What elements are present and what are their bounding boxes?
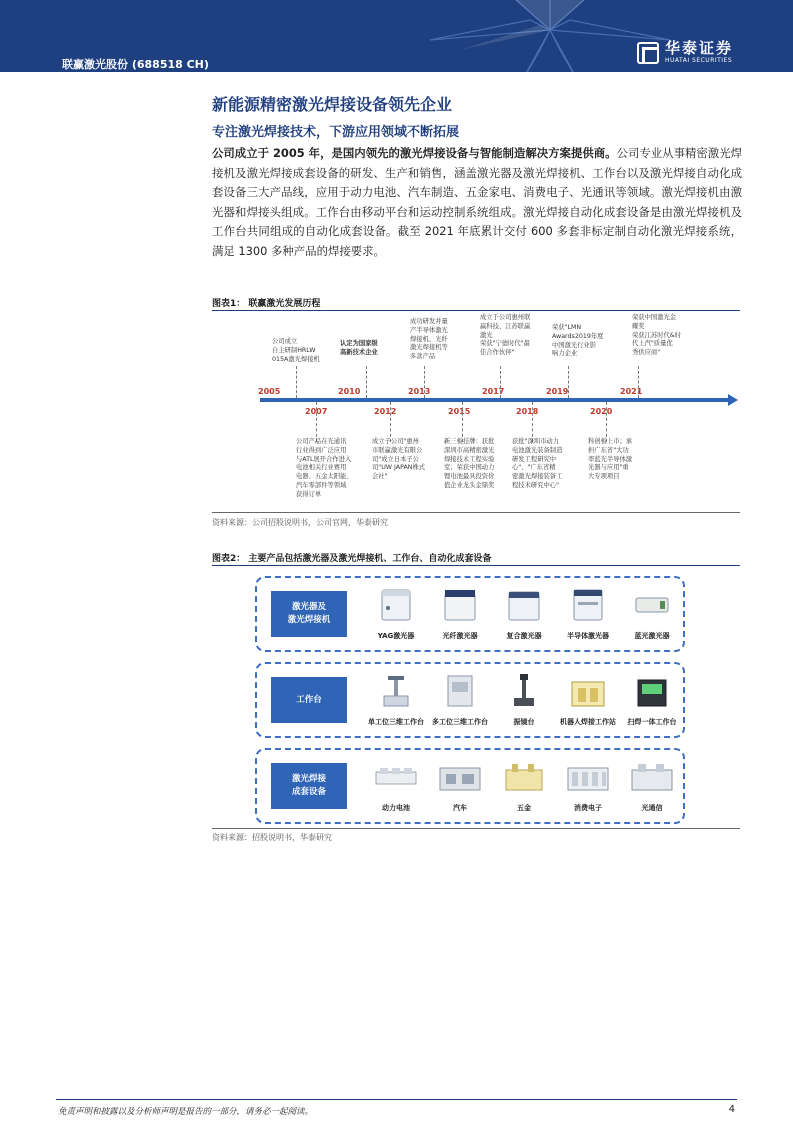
section-subtitle: 专注激光焊接技术，下游应用领域不断拓展 [212,125,460,140]
timeline-tick [366,366,367,398]
product-lines-diagram [255,576,685,816]
year-label: 2013 [408,387,431,396]
hardware-line-icon [502,756,546,796]
timeline-event: 科创板上市；承 担广东省"大功 率蓝光半导体激 光器与应用"重 大专项项目 [588,438,633,481]
product-caption: 蓝光激光器 [634,632,670,640]
timeline-tick [606,402,607,442]
blue-laser-icon [632,584,672,624]
product-row-workstations [255,662,685,738]
timeline-event: 成立于公司惠州联 赢科技、江苏联赢 激光 荣获"宁德时代"最 佳合作伙伴" [480,314,531,357]
product-caption: 单工位三维工作台 [368,718,424,726]
timeline-event: 成功研发并量 产半导体激光 焊接机、光纤 激光焊接机等 多款产品 [410,318,448,361]
year-label: 2012 [374,407,397,416]
hybrid-laser-icon [504,584,544,624]
product-caption: 汽车 [453,804,467,812]
semiconductor-laser-icon [568,584,608,624]
footer-disclaimer: 免责声明和披露以及分析师声明是报告的一部分，请务必一起阅读。 [58,1107,314,1117]
product-item [621,582,683,650]
product-item [621,754,683,822]
single-station-table-icon [376,670,416,710]
header-banner [0,0,793,72]
timeline-tick [462,402,463,442]
timeline-event: 荣获"LMN Awards2019年度 中国激光行业影 响力企业 [552,324,604,358]
product-caption: 半导体激光器 [567,632,609,640]
timeline-tick [532,402,533,442]
galvo-table-icon [504,670,544,710]
timeline-tick [424,366,425,398]
product-item [429,668,491,736]
product-caption: 动力电池 [382,804,410,812]
timeline-tick [500,366,501,398]
intro-rest: 公司专业从事精密激光焊接机及激光焊接成套设备的研发、生产和销售，涵盖激光器及激光焊接机、工作台以及激光焊接自动化成套设备三大产品线，应用于动力电池、汽车制造、五金家电、消费电子、光通讯等领域。激光焊接机由激光器和焊接头组成。工作台由移动平台和运动控制系统组成。激光焊接自动化成套设备是由激光焊接机及工作台共同组成的自动化成套设备。截至 2021 年底累计交付 600 多套非标定制自动化激光焊接系统，满足 1300 多种产品的焊接要求。 [212,146,742,258]
product-caption: 复合激光器 [506,632,542,640]
figure2-source: 资料来源：招股说明书，华泰研究 [212,833,332,842]
timeline-event: 公司产品在光通讯 行业得到广泛应用 与ATL展开合作进入 电池相关行业赛用 电器、五金太阳能、 汽车零部件等领域 获得订单 [296,438,353,498]
year-label: 2020 [590,407,613,416]
product-item [429,754,491,822]
product-item [365,668,427,736]
year-label: 2017 [482,387,505,396]
timeline-event: 公司成立 自主研制HRLW 015A激光焊接机 [272,338,320,363]
year-label: 2021 [620,387,643,396]
automotive-line-icon [438,756,482,796]
brand-name-en: HUATAI SECURITIES [664,57,733,64]
optical-communication-line-icon [630,756,674,796]
consumer-electronics-line-icon [566,756,610,796]
timeline-event: 获批"深圳市动力 电池激光装备制造 研发工程研究中 心"、"广东省精 密激光焊接装备工 程技术研究中心" [512,438,563,489]
timeline-event: 成立子公司"惠州 市联赢激光有限公 司"成立日本子公 司"UW JAPAN株式 会社" [372,438,426,481]
company-ticker: 联赢激光股份 (688518 CH) [62,58,209,71]
product-item [557,754,619,822]
figure1-source: 资料来源：公司招股说明书，公司官网，华泰研究 [212,518,388,527]
development-timeline [212,310,742,510]
brand-name-cn: 华泰证券 [664,39,733,57]
product-item [493,582,555,650]
scan-weld-table-icon [632,670,672,710]
product-item [621,668,683,736]
battery-line-icon [374,756,418,796]
year-label: 2010 [338,387,361,396]
intro-lead: 公司成立于 2005 年，是国内领先的激光焊接设备与智能制造解决方案提供商。 [212,146,617,160]
product-caption: 五金 [517,804,531,812]
product-caption: 光纤激光器 [442,632,478,640]
product-caption: 扫焊一体工作台 [627,718,677,726]
yag-laser-icon [376,584,416,624]
intro-paragraph [212,144,742,262]
product-caption: 消费电子 [574,804,602,812]
robot-workstation-icon [568,670,608,710]
figure1-caption: 图表1： 联赢激光发展历程 [212,299,321,309]
product-caption: 多工位三维工作台 [432,718,488,726]
year-label: 2015 [448,407,471,416]
timeline-tick [568,366,569,398]
product-caption: YAG激光器 [377,632,415,640]
product-row-automation [255,748,685,824]
timeline-tick [390,402,391,442]
row-label: 工作台 [271,677,347,723]
timeline-tick [316,402,317,442]
fiber-laser-icon [440,584,480,624]
timeline-event: 认定为国家级 高新技术企业 [340,340,378,356]
timeline-axis [260,398,732,402]
timeline-event: 荣获中国激光金 耀奖 荣获江苏时代&时 代上汽"质量优 秀供应商" [632,314,681,357]
product-caption: 机器人焊接工作站 [560,718,616,726]
product-item [557,668,619,736]
product-item [365,582,427,650]
year-label: 2018 [516,407,539,416]
figure1-bottom-rule [212,512,740,513]
timeline-event: 新三板挂牌：获批 深圳市高精密激光 焊接技术工程实验 室；荣获中国动力 锂电池最具投资价 值企业龙头金鼎奖 [444,438,495,489]
product-caption: 振镜台 [513,718,535,726]
product-row-lasers [255,576,685,652]
product-item [429,582,491,650]
figure2-top-rule [212,565,740,566]
product-item [493,754,555,822]
year-label: 2005 [258,387,281,396]
timeline-tick [638,366,639,398]
row-label: 激光器及 激光焊接机 [271,591,347,637]
huatai-logo [637,40,733,65]
product-item [493,668,555,736]
footer-rule [56,1099,737,1100]
product-item [557,582,619,650]
timeline-tick [296,366,297,398]
huatai-logo-icon [637,42,659,64]
figure2-caption: 图表2： 主要产品包括激光器及激光焊接机、工作台、自动化成套设备 [212,554,492,564]
row-label: 激光焊接 成套设备 [271,763,347,809]
page-number: 4 [728,1104,735,1115]
section-title: 新能源精密激光焊接设备领先企业 [212,95,453,114]
product-caption: 光通信 [641,804,663,812]
year-label: 2019 [546,387,569,396]
figure2-bottom-rule [212,828,740,829]
multi-station-table-icon [440,670,480,710]
timeline-arrow-icon [728,394,738,406]
year-label: 2007 [305,407,328,416]
product-item [365,754,427,822]
